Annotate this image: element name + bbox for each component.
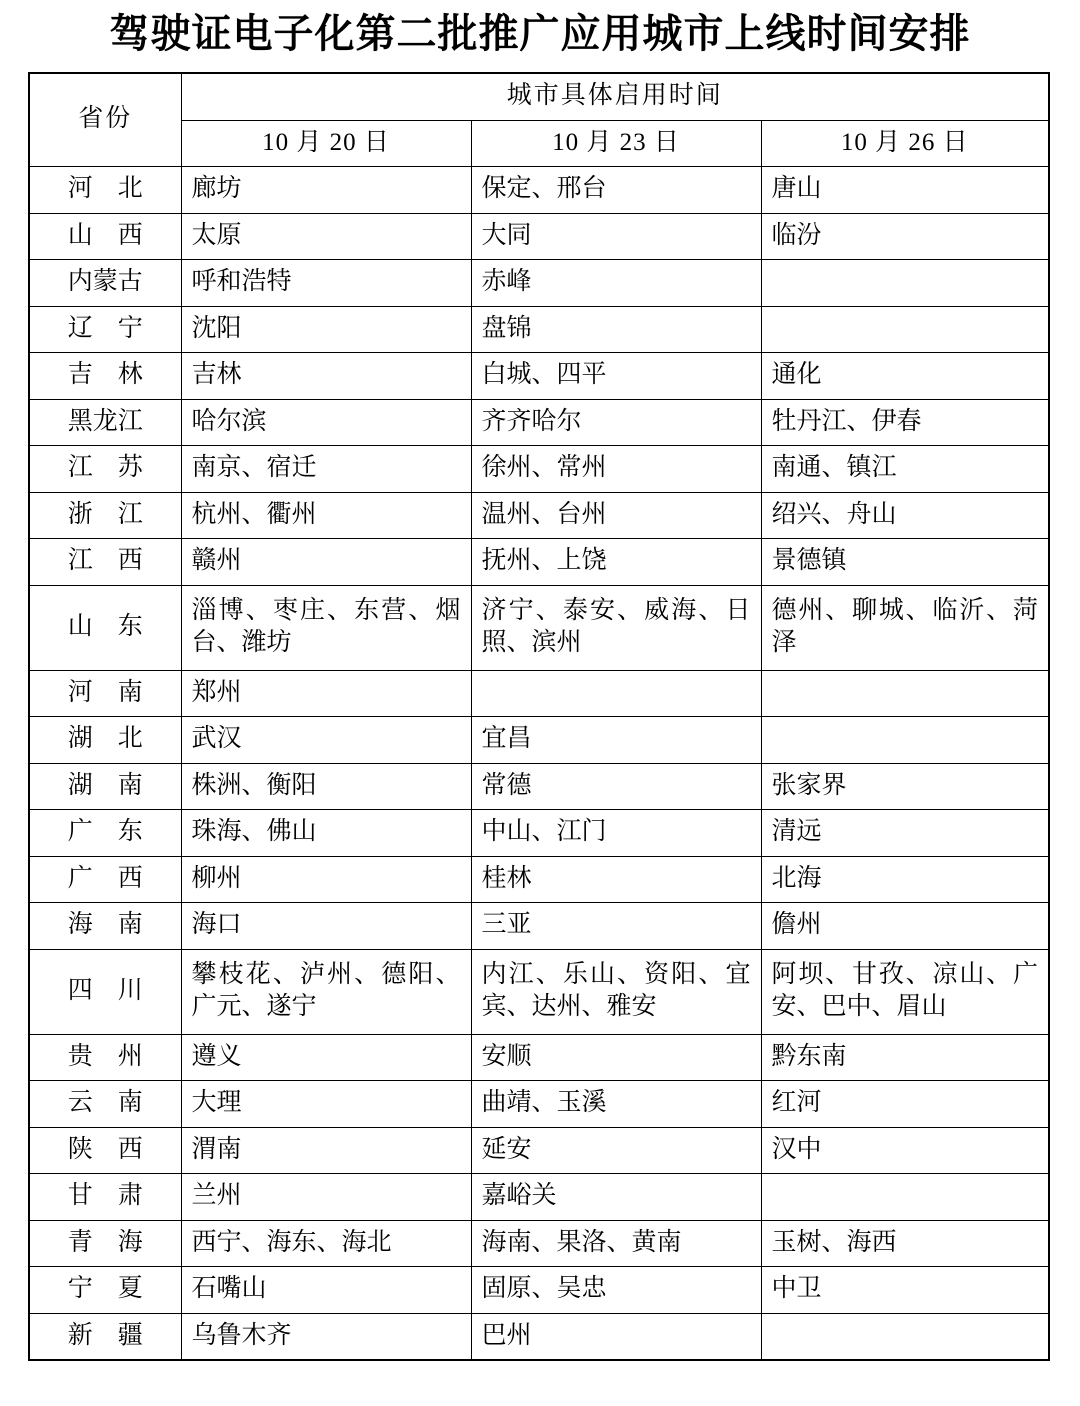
cell-date-3: 汉中 xyxy=(761,1127,1049,1174)
table-row xyxy=(29,492,1049,539)
cell-date-1: 攀枝花、泸州、德阳、广元、遂宁 xyxy=(181,949,471,1034)
cell-date-3 xyxy=(761,670,1049,717)
cell-date-2: 海南、果洛、黄南 xyxy=(471,1220,761,1267)
cell-date-2 xyxy=(471,670,761,717)
cell-date-3: 临汾 xyxy=(761,213,1049,260)
table-row xyxy=(29,213,1049,260)
cell-province: 江 西 xyxy=(29,539,181,586)
cell-province: 陕 西 xyxy=(29,1127,181,1174)
cell-date-3: 清远 xyxy=(761,810,1049,857)
cell-date-3: 黔东南 xyxy=(761,1034,1049,1081)
cell-province: 贵 州 xyxy=(29,1034,181,1081)
cell-province: 湖 南 xyxy=(29,763,181,810)
cell-date-1: 武汉 xyxy=(181,717,471,764)
cell-date-1: 南京、宿迁 xyxy=(181,446,471,493)
cell-date-1: 株洲、衡阳 xyxy=(181,763,471,810)
table-row xyxy=(29,539,1049,586)
cell-province: 海 南 xyxy=(29,903,181,950)
cell-date-3: 北海 xyxy=(761,856,1049,903)
cell-date-1: 沈阳 xyxy=(181,306,471,353)
cell-date-3: 景德镇 xyxy=(761,539,1049,586)
table-row xyxy=(29,1034,1049,1081)
cell-date-2: 内江、乐山、资阳、宜宾、达州、雅安 xyxy=(471,949,761,1034)
cell-date-3: 唐山 xyxy=(761,167,1049,214)
cell-date-1: 大理 xyxy=(181,1081,471,1128)
table-row xyxy=(29,167,1049,214)
cell-date-2: 中山、江门 xyxy=(471,810,761,857)
cell-date-1: 廊坊 xyxy=(181,167,471,214)
cell-province: 广 西 xyxy=(29,856,181,903)
cell-date-1: 兰州 xyxy=(181,1174,471,1221)
table-row xyxy=(29,1127,1049,1174)
cell-province: 宁 夏 xyxy=(29,1267,181,1314)
cell-date-2: 抚州、上饶 xyxy=(471,539,761,586)
cell-date-3: 南通、镇江 xyxy=(761,446,1049,493)
cell-date-2: 齐齐哈尔 xyxy=(471,399,761,446)
table-body xyxy=(29,167,1049,1361)
table-header xyxy=(29,73,1049,167)
cell-date-1: 遵义 xyxy=(181,1034,471,1081)
cell-date-3: 牡丹江、伊春 xyxy=(761,399,1049,446)
cell-date-3: 通化 xyxy=(761,353,1049,400)
column-header-group: 城市具体启用时间 xyxy=(181,73,1049,120)
table-row xyxy=(29,399,1049,446)
column-header-province: 省份 xyxy=(29,73,181,167)
cell-date-3: 绍兴、舟山 xyxy=(761,492,1049,539)
cell-date-2: 大同 xyxy=(471,213,761,260)
cell-date-2: 常德 xyxy=(471,763,761,810)
cell-province: 内蒙古 xyxy=(29,260,181,307)
schedule-table xyxy=(28,72,1050,1361)
cell-date-3: 玉树、海西 xyxy=(761,1220,1049,1267)
cell-date-1: 淄博、枣庄、东营、烟台、潍坊 xyxy=(181,585,471,670)
cell-date-1: 吉林 xyxy=(181,353,471,400)
table-row xyxy=(29,949,1049,1034)
cell-date-3 xyxy=(761,1313,1049,1360)
cell-date-2: 盘锦 xyxy=(471,306,761,353)
cell-date-2: 白城、四平 xyxy=(471,353,761,400)
table-row xyxy=(29,1174,1049,1221)
cell-province: 河 北 xyxy=(29,167,181,214)
table-row xyxy=(29,306,1049,353)
page-title: 驾驶证电子化第二批推广应用城市上线时间安排 xyxy=(109,10,971,57)
table-row xyxy=(29,1081,1049,1128)
table-row xyxy=(29,810,1049,857)
cell-date-1: 呼和浩特 xyxy=(181,260,471,307)
cell-date-2: 桂林 xyxy=(471,856,761,903)
cell-province: 浙 江 xyxy=(29,492,181,539)
cell-date-1: 西宁、海东、海北 xyxy=(181,1220,471,1267)
column-header-date-2: 10 月 23 日 xyxy=(471,120,761,167)
cell-date-1: 赣州 xyxy=(181,539,471,586)
cell-date-2: 安顺 xyxy=(471,1034,761,1081)
table-row xyxy=(29,903,1049,950)
cell-date-3 xyxy=(761,717,1049,764)
cell-date-3: 德州、聊城、临沂、菏泽 xyxy=(761,585,1049,670)
cell-date-1: 哈尔滨 xyxy=(181,399,471,446)
column-header-date-3: 10 月 26 日 xyxy=(761,120,1049,167)
cell-date-2: 济宁、泰安、威海、日照、滨州 xyxy=(471,585,761,670)
table-row xyxy=(29,353,1049,400)
cell-province: 吉 林 xyxy=(29,353,181,400)
cell-province: 广 东 xyxy=(29,810,181,857)
cell-date-3: 红河 xyxy=(761,1081,1049,1128)
cell-date-2: 固原、吴忠 xyxy=(471,1267,761,1314)
table-row xyxy=(29,1267,1049,1314)
cell-date-3: 中卫 xyxy=(761,1267,1049,1314)
cell-province: 湖 北 xyxy=(29,717,181,764)
cell-province: 河 南 xyxy=(29,670,181,717)
table-row xyxy=(29,670,1049,717)
cell-date-2: 赤峰 xyxy=(471,260,761,307)
cell-date-3: 张家界 xyxy=(761,763,1049,810)
cell-province: 江 苏 xyxy=(29,446,181,493)
table-row xyxy=(29,1313,1049,1360)
cell-date-1: 太原 xyxy=(181,213,471,260)
cell-province: 新 疆 xyxy=(29,1313,181,1360)
table-row xyxy=(29,717,1049,764)
cell-date-1: 柳州 xyxy=(181,856,471,903)
cell-date-2: 三亚 xyxy=(471,903,761,950)
cell-date-1: 郑州 xyxy=(181,670,471,717)
cell-date-3 xyxy=(761,306,1049,353)
table-row xyxy=(29,585,1049,670)
table-row xyxy=(29,763,1049,810)
cell-date-2: 巴州 xyxy=(471,1313,761,1360)
cell-date-1: 石嘴山 xyxy=(181,1267,471,1314)
table-row xyxy=(29,446,1049,493)
cell-date-3 xyxy=(761,260,1049,307)
cell-date-2: 徐州、常州 xyxy=(471,446,761,493)
cell-date-1: 渭南 xyxy=(181,1127,471,1174)
cell-date-1: 杭州、衢州 xyxy=(181,492,471,539)
table-row xyxy=(29,856,1049,903)
table-row xyxy=(29,1220,1049,1267)
cell-date-1: 珠海、佛山 xyxy=(181,810,471,857)
cell-date-1: 海口 xyxy=(181,903,471,950)
cell-date-2: 宜昌 xyxy=(471,717,761,764)
cell-province: 黑龙江 xyxy=(29,399,181,446)
table-row xyxy=(29,260,1049,307)
cell-date-3: 儋州 xyxy=(761,903,1049,950)
cell-date-2: 曲靖、玉溪 xyxy=(471,1081,761,1128)
cell-date-3: 阿坝、甘孜、凉山、广安、巴中、眉山 xyxy=(761,949,1049,1034)
cell-date-1: 乌鲁木齐 xyxy=(181,1313,471,1360)
column-header-date-1: 10 月 20 日 xyxy=(181,120,471,167)
cell-province: 山 西 xyxy=(29,213,181,260)
cell-province: 云 南 xyxy=(29,1081,181,1128)
cell-province: 辽 宁 xyxy=(29,306,181,353)
cell-date-2: 保定、邢台 xyxy=(471,167,761,214)
cell-province: 甘 肃 xyxy=(29,1174,181,1221)
table-header-row-1 xyxy=(29,73,1049,120)
table-header-row-2 xyxy=(29,120,1049,167)
cell-date-3 xyxy=(761,1174,1049,1221)
cell-date-2: 嘉峪关 xyxy=(471,1174,761,1221)
cell-date-2: 温州、台州 xyxy=(471,492,761,539)
cell-date-2: 延安 xyxy=(471,1127,761,1174)
cell-province: 山 东 xyxy=(29,585,181,670)
cell-province: 四 川 xyxy=(29,949,181,1034)
cell-province: 青 海 xyxy=(29,1220,181,1267)
